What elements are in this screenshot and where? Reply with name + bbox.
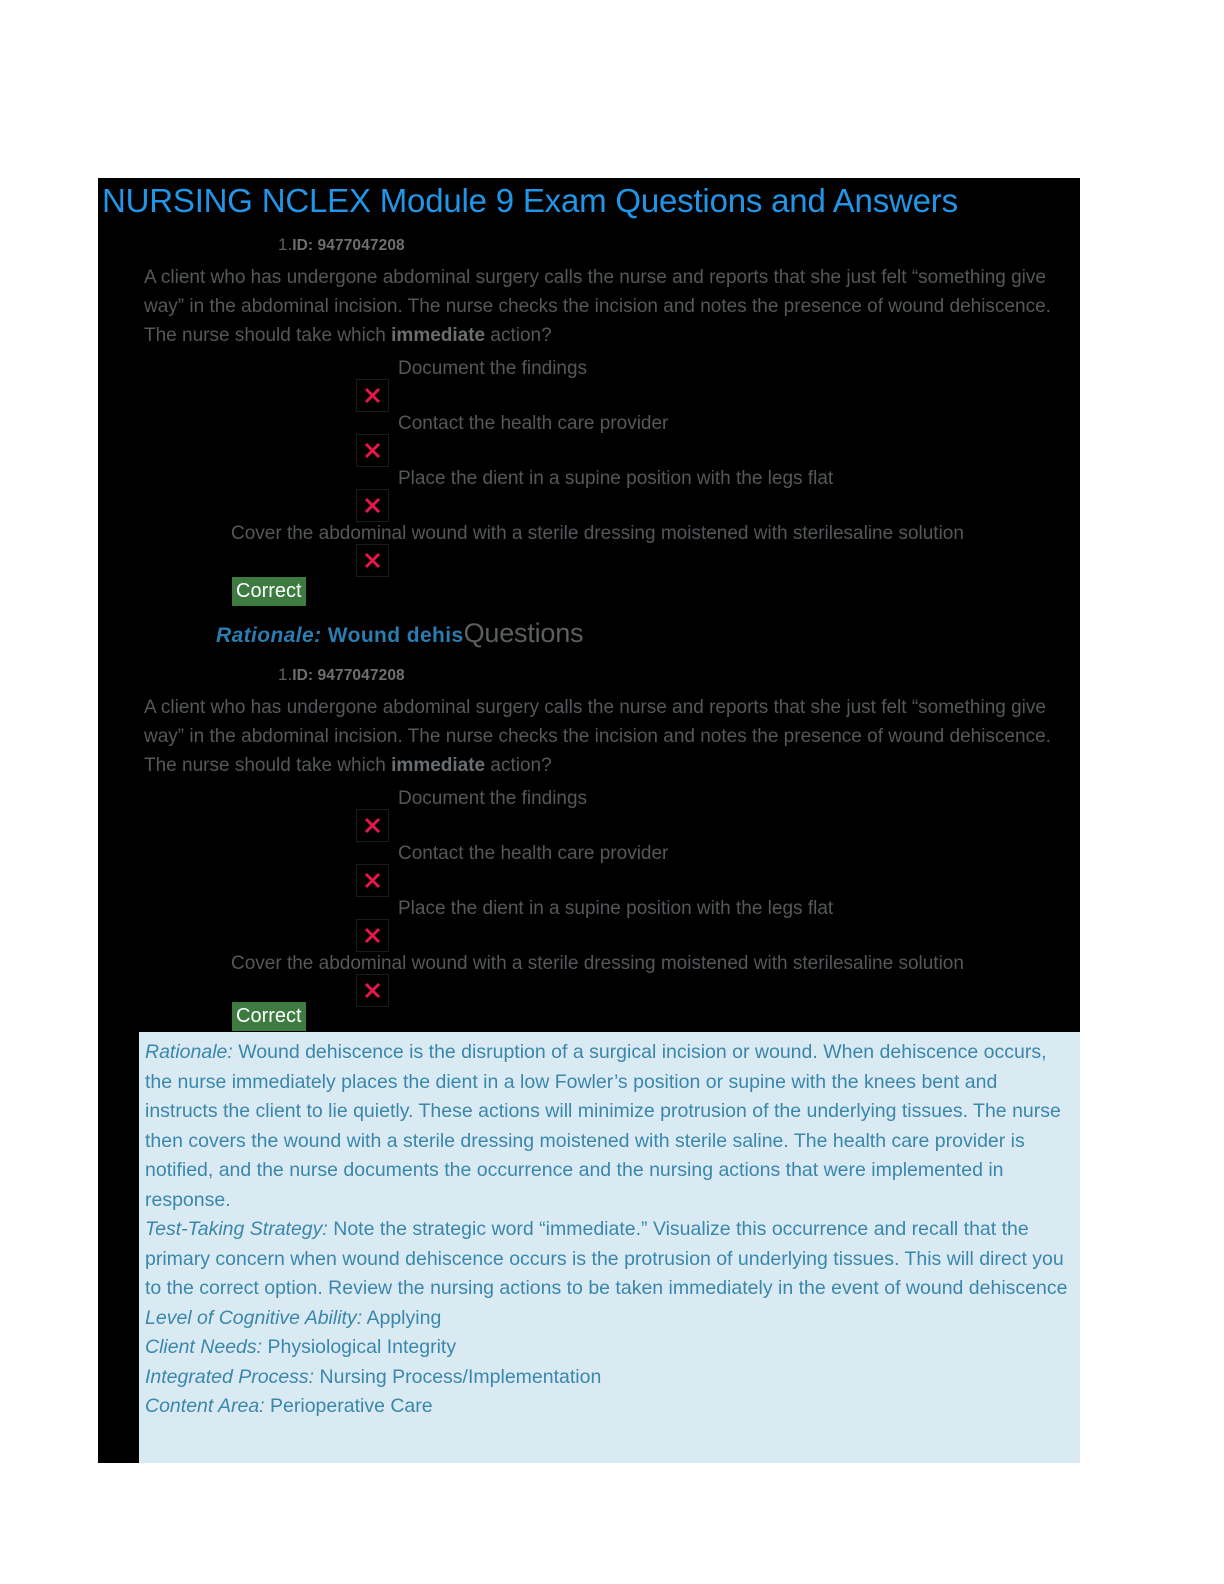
question-block-2 bbox=[98, 664, 1080, 1006]
meta-value: Applying bbox=[362, 1306, 442, 1329]
meta-label: Content Area: bbox=[145, 1395, 265, 1417]
answer-option-label: Document the findings bbox=[398, 788, 588, 809]
x-mark-icon bbox=[356, 489, 389, 522]
rationale-teaser-body: Wound dehis bbox=[321, 624, 464, 647]
answer-option-label: Place the dient in a supine position with the legs flat bbox=[398, 468, 834, 489]
x-mark-icon bbox=[356, 809, 389, 842]
status-badge-correct: Correct bbox=[232, 577, 306, 606]
strategy-text: Note the strategic word “immediate.” Visualize this occurrence and recall that the primary concern when wound dehiscence occurs is the protrusion of underlying tissues. This will direct you to the correct option. Review the nursing actions to be taken immediately in the event of wound dehiscence bbox=[145, 1218, 1068, 1299]
question-id-row bbox=[98, 234, 1080, 257]
left-dark-gutter bbox=[98, 1032, 139, 1463]
question-stem-part2: action? bbox=[485, 755, 552, 776]
question-block-1 bbox=[98, 234, 1080, 576]
meta-label: Integrated Process: bbox=[145, 1365, 315, 1388]
x-mark-icon bbox=[356, 434, 389, 467]
meta-content-area bbox=[145, 1392, 1072, 1422]
meta-label: Client Needs: bbox=[145, 1336, 263, 1358]
question-id-row bbox=[98, 664, 1080, 687]
strategy-label: Test-Taking Strategy: bbox=[145, 1218, 328, 1240]
question-number: 1. bbox=[278, 235, 293, 254]
dark-content-area bbox=[98, 178, 1080, 1032]
meta-value: Physiological Integrity bbox=[262, 1336, 457, 1358]
answer-option[interactable] bbox=[98, 841, 1080, 896]
question-stem-part1: A client who has undergone abdominal surgery calls the nurse and reports that she just felt “something give way” in the abdominal incision. The nurse checks the incision and notes the presence of wound dehiscence. The nurse should take which bbox=[144, 267, 1051, 346]
page-title: NURSING NCLEX Module 9 Exam Questions and Answers bbox=[102, 182, 958, 219]
meta-level-of-cognitive-ability bbox=[145, 1304, 1072, 1334]
x-mark-icon bbox=[356, 864, 389, 897]
answer-option[interactable] bbox=[98, 521, 1080, 576]
answer-option-label: Contact the health care provider bbox=[398, 413, 669, 434]
x-mark-icon bbox=[356, 379, 389, 412]
question-stem-emphasis: immediate bbox=[391, 755, 486, 776]
question-id: ID: 9477047208 bbox=[292, 667, 405, 684]
answer-option[interactable] bbox=[98, 951, 1080, 1006]
rationale-text: Wound dehiscence is the disruption of a surgical incision or wound. When dehiscence occurs, the nurse immediately places the dient in a low Fowler’s position or supine with the knees bent and instructs the client to lie quietly. These actions will minimize protrusion of the underlying tissues. The nurse then covers the wound with a sterile dressing moistened with sterile saline. The health care provider is notified, and the nurse documents the occurrence and the nursing actions that were implemented in response. bbox=[145, 1041, 1061, 1211]
meta-label: Level of Cognitive Ability: bbox=[145, 1306, 363, 1329]
answer-option[interactable] bbox=[98, 356, 1080, 411]
question-stem-part1: A client who has undergone abdominal surgery calls the nurse and reports that she just felt “something give way” in the abdominal incision. The nurse checks the incision and notes the presence of wound dehiscence. The nurse should take which bbox=[144, 697, 1051, 776]
strategy-paragraph bbox=[145, 1215, 1072, 1304]
x-mark-icon bbox=[356, 919, 389, 952]
answer-option[interactable] bbox=[98, 786, 1080, 841]
rationale-paragraph bbox=[145, 1038, 1072, 1215]
meta-integrated-process bbox=[145, 1363, 1072, 1393]
rationale-teaser-label: Rationale: bbox=[216, 624, 322, 647]
answer-option-label: Place the dient in a supine position with the legs flat bbox=[398, 898, 834, 919]
meta-value: Nursing Process/Implementation bbox=[314, 1365, 602, 1388]
answer-option-label: Contact the health care provider bbox=[398, 843, 669, 864]
x-mark-icon bbox=[356, 544, 389, 577]
rationale-panel bbox=[139, 1032, 1080, 1463]
rationale-label: Rationale: bbox=[145, 1041, 233, 1063]
questions-heading-overlap: Questions bbox=[463, 618, 584, 648]
meta-value: Perioperative Care bbox=[264, 1395, 433, 1417]
x-mark-icon bbox=[356, 974, 389, 1007]
status-badge-correct: Correct bbox=[232, 1002, 306, 1031]
answer-option-label: Document the findings bbox=[398, 358, 588, 379]
question-number: 1. bbox=[278, 665, 293, 684]
question-stem bbox=[98, 263, 1080, 350]
answer-option[interactable] bbox=[98, 896, 1080, 951]
answer-option-label: Cover the abdominal wound with a sterile dressing moistened with sterilesaline solution bbox=[231, 523, 964, 544]
question-stem-part2: action? bbox=[485, 325, 552, 346]
meta-client-needs bbox=[145, 1333, 1072, 1363]
answer-option[interactable] bbox=[98, 466, 1080, 521]
answer-option-label: Cover the abdominal wound with a sterile dressing moistened with sterilesaline solution bbox=[231, 953, 964, 974]
question-stem-emphasis: immediate bbox=[391, 325, 486, 346]
answer-option[interactable] bbox=[98, 411, 1080, 466]
rationale-teaser-line bbox=[216, 618, 583, 649]
question-stem bbox=[98, 693, 1080, 780]
question-id: ID: 9477047208 bbox=[292, 237, 405, 254]
